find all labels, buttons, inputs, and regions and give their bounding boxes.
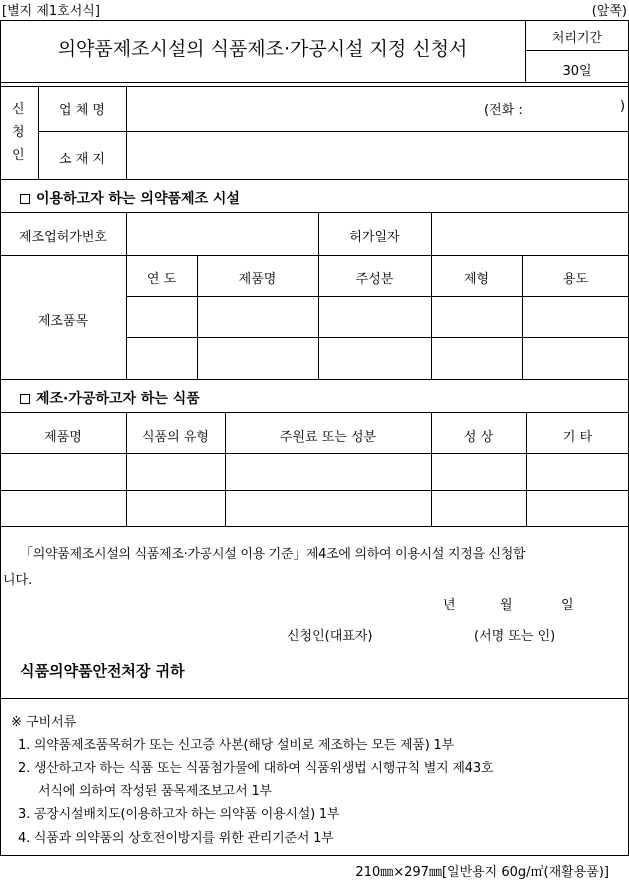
document-item-4: 4. 식품과 의약품의 상호전이방지를 위한 관리기준서 1부 — [18, 831, 334, 846]
form-title: 의약품제조시설의 식품제조·가공시설 지정 신청서 — [57, 38, 468, 60]
declaration-line-1: 「의약품제조시설의 식품제조·가공시설 이용 기준」제4조에 의하여 이용시설 지정을 신청합 — [20, 547, 526, 562]
company-name-label: 업 체 명 — [59, 103, 105, 118]
paper-spec: 210㎜×297㎜[일반용지 60g/㎡(재활용품)] — [355, 865, 609, 880]
license-date-field[interactable] — [433, 214, 626, 253]
company-name-field[interactable] — [128, 88, 478, 128]
col-food-product-name: 제품명 — [44, 430, 82, 445]
license-number-label: 제조업허가번호 — [19, 230, 107, 245]
checkbox-square-icon — [20, 194, 30, 204]
table-row[interactable] — [128, 298, 626, 335]
section1-heading: 이용하고자 하는 의약품제조 시설 — [20, 188, 240, 208]
signature-label: (서명 또는 인) — [474, 629, 556, 644]
col-dosage-form: 제형 — [463, 272, 490, 287]
processing-period-value: 30일 — [562, 64, 592, 79]
table-row[interactable] — [128, 339, 626, 377]
document-item-2-cont: 서식에 의하여 작성된 품목제조보고서 1부 — [38, 784, 272, 799]
col-main-ingredient: 주성분 — [355, 272, 394, 287]
col-usage: 용도 — [562, 272, 589, 287]
date-month-label: 월 — [500, 598, 513, 613]
col-raw-material: 주원료 또는 성분 — [279, 430, 377, 445]
date-year-label: 년 — [443, 598, 456, 613]
applicant-group-label: 신 청 인 — [12, 102, 25, 163]
document-item-1: 1. 의약품제조품목허가 또는 신고증 사본(해당 설비로 제조하는 모든 제품) 1부 — [18, 738, 454, 753]
phone-close: ) — [620, 99, 626, 114]
page-side-label: (앞쪽) — [591, 4, 627, 19]
processing-period-label: 처리기간 — [551, 31, 603, 46]
date-day-label: 일 — [561, 598, 574, 613]
applicant-representative-label: 신청인(대표자) — [287, 629, 373, 644]
form-number: [별지 제1호서식] — [2, 4, 100, 19]
address-field[interactable] — [128, 133, 626, 177]
col-properties: 성 상 — [463, 430, 494, 445]
address-label: 소 재 지 — [59, 152, 105, 167]
license-date-label: 허가일자 — [349, 230, 400, 245]
section2-heading: 제조·가공하고자 하는 식품 — [20, 388, 200, 408]
license-number-field[interactable] — [128, 214, 316, 253]
phone-label: (전화 : — [484, 103, 523, 118]
table-row[interactable] — [2, 455, 626, 488]
manufacturing-items-label: 제조품목 — [37, 314, 89, 329]
document-item-2: 2. 생산하고자 하는 식품 또는 식품첨가물에 대하여 식품위생법 시행규칙 별지 제43호 — [18, 761, 494, 776]
document-item-3: 3. 공장시설배치도(이용하고자 하는 의약품 이용시설) 1부 — [18, 807, 340, 822]
col-year: 연 도 — [146, 272, 177, 287]
declaration-line-2: 니다. — [3, 573, 33, 588]
checkbox-square-icon — [20, 394, 30, 404]
col-food-type: 식품의 유형 — [142, 430, 209, 445]
documents-heading: ※ 구비서류 — [11, 715, 77, 730]
addressee: 식품의약품안전처장 귀하 — [20, 662, 185, 680]
col-other: 기 타 — [562, 430, 593, 445]
col-product-name: 제품명 — [238, 272, 277, 287]
table-row[interactable] — [2, 492, 626, 524]
